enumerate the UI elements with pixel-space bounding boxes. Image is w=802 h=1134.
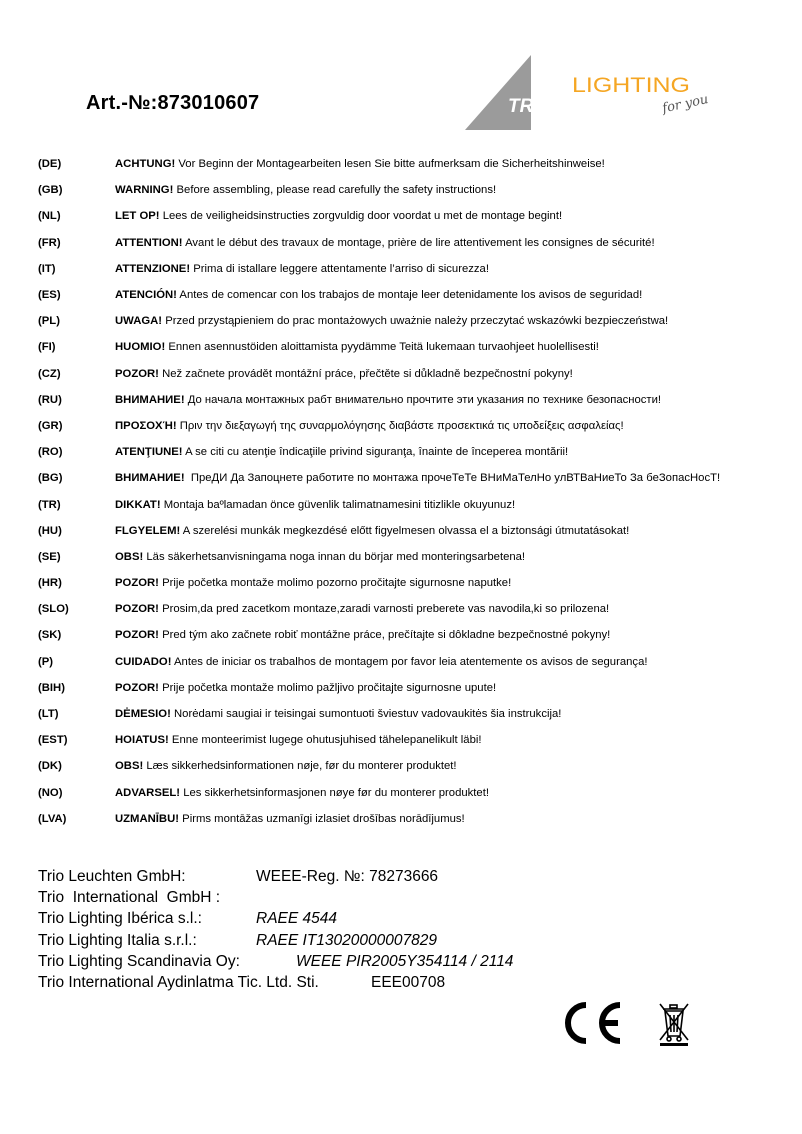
- warning-text: [115, 787, 489, 799]
- warning-row: [38, 308, 778, 334]
- warning-text: [115, 734, 482, 746]
- article-number: Art.-№:873010607: [86, 92, 260, 114]
- warning-text: [115, 315, 668, 327]
- warning-keyword: POZOR!: [115, 367, 159, 380]
- warning-text: [115, 551, 525, 563]
- warning-keyword: WARNING!: [115, 184, 174, 197]
- warning-text: [115, 577, 511, 589]
- warning-row: [38, 753, 778, 779]
- logo-triangle: [465, 55, 531, 130]
- warning-body: Montaja baºlamadan önce güvenlik talimatnamesini titizlikle okuyunuz!: [160, 498, 516, 511]
- warning-row: [38, 544, 778, 570]
- warning-row: [38, 570, 778, 596]
- warning-keyword: POZOR!: [115, 681, 159, 694]
- company-name: Trio International Aydinlatma Tic. Ltd. Sti.: [38, 973, 319, 991]
- warning-body: Prije početka montaže molimo pažljivo pročitajte sigurnosne upute!: [158, 681, 497, 694]
- warning-text: [115, 472, 720, 484]
- warning-text: [115, 341, 599, 353]
- warning-text: [115, 210, 562, 222]
- warning-body: Lees de veiligheidsinstructies zorgvuldig door voordat u met de montage begint!: [159, 210, 563, 223]
- warning-body: Πριν την διεξαγωγή της συναρμολόγησης διαβάστε προσεκτικά τις υποδείξεις ασφαλείας!: [176, 419, 624, 432]
- company-name: Trio Lighting Italia s.r.l.:: [38, 931, 197, 949]
- language-code: (SLO): [38, 603, 69, 616]
- warning-body: Prosim,da pred zacetkom montaze,zaradi varnosti preberete vas navodila,ki so prilozena!: [158, 603, 610, 616]
- language-code: (RU): [38, 393, 62, 406]
- logo-brand-text: TRIO: [508, 96, 554, 117]
- warning-row: [38, 622, 778, 648]
- language-code: (LT): [38, 708, 59, 721]
- certification-marks: [560, 998, 700, 1050]
- warning-body: Before assembling, please read carefully the safety instructions!: [173, 184, 497, 197]
- warning-text: [115, 682, 496, 694]
- registration-number: RAEE IT13020000007829: [256, 931, 437, 949]
- language-code: (FI): [38, 341, 56, 354]
- warning-text: [115, 237, 655, 249]
- language-code: (CZ): [38, 367, 61, 380]
- warning-keyword: ATTENZIONE!: [115, 262, 191, 275]
- warning-text: [115, 656, 648, 668]
- warning-row: [38, 675, 778, 701]
- language-code: (DK): [38, 760, 62, 773]
- warning-body: Než začnete provádět montážní práce, přečtěte si důkladně bezpečnostní pokyny!: [158, 367, 573, 380]
- warning-row: [38, 334, 778, 360]
- warning-keyword: UZMANĪBU!: [115, 812, 180, 825]
- warning-row: [38, 282, 778, 308]
- warning-body: ПреДИ Да Запоцнете работите по монтажа прочеТеТе ВНиМаТелНо улВТВаНиеТо За беЗопасНосТ!: [184, 472, 721, 485]
- warning-keyword: ATENCIÓN!: [115, 289, 177, 302]
- warning-body: Ennen asennustöiden aloittamista pyydämme Teitä lukemaan turvaohjeet huolellisesti!: [165, 341, 599, 354]
- company-name: Trio Leuchten GmbH:: [38, 868, 186, 885]
- warning-keyword: POZOR!: [115, 577, 159, 590]
- warning-keyword: ATENŢIUNE!: [115, 446, 183, 459]
- warning-text: [115, 446, 568, 458]
- warning-keyword: HUOMIO!: [115, 341, 166, 354]
- warning-text: [115, 289, 642, 301]
- warning-row: [38, 151, 778, 177]
- language-code: (DE): [38, 158, 62, 171]
- warning-keyword: ADVARSEL!: [115, 786, 181, 799]
- warning-body: Prima di istallare leggere attentamente l’arriso di sicurezza!: [190, 262, 489, 275]
- warning-row: [38, 465, 778, 491]
- logo-lighting-text: LIGHTING: [572, 74, 690, 97]
- language-code: (BIH): [38, 681, 65, 694]
- warning-text: [115, 525, 629, 537]
- warning-body: Les sikkerhetsinformasjonen nøye før du monterer produktet!: [180, 786, 489, 799]
- language-code: (GR): [38, 419, 63, 432]
- warning-row: [38, 361, 778, 387]
- crossed-out-wheelie-bin-icon: [660, 1004, 688, 1046]
- warning-text: [115, 420, 624, 432]
- warning-keyword: ATTENTION!: [115, 236, 183, 249]
- warning-text: [115, 603, 609, 615]
- language-code: (RO): [38, 446, 63, 459]
- company-name: Trio Lighting Ibérica s.l.:: [38, 910, 202, 928]
- warning-body: До начала монтажных рабт внимательно прочтите эти указания по технике безопасности!: [184, 393, 662, 406]
- language-code: (BG): [38, 472, 63, 485]
- warning-text: [115, 760, 457, 772]
- warning-text: [115, 184, 496, 196]
- warning-keyword: OBS!: [115, 760, 144, 773]
- warning-row: [38, 230, 778, 256]
- warning-row: [38, 413, 778, 439]
- warning-body: Läs säkerhetsanvisningama noga innan du börjar med monteringsarbetena!: [143, 550, 526, 563]
- warning-body: Norėdami saugiai ir teisingai sumontuoti šviestuv vadovaukitės šia instrukcija!: [170, 708, 562, 721]
- warning-row: [38, 256, 778, 282]
- warning-body: Prije početka montaže molimo pozorno pročitajte sigurnosne naputke!: [158, 577, 512, 590]
- warning-row: [38, 701, 778, 727]
- warning-keyword: CUIDADO!: [115, 655, 172, 668]
- language-code: (LVA): [38, 812, 67, 825]
- registration-number: WEEE-Reg. №: 78273666: [256, 868, 439, 885]
- ce-mark-icon: [568, 1005, 620, 1041]
- warning-text: [115, 499, 515, 511]
- warning-row: [38, 649, 778, 675]
- warning-keyword: HOIATUS!: [115, 734, 169, 747]
- registration-number: EEE00708: [371, 973, 446, 991]
- warning-text: [115, 708, 561, 720]
- warning-keyword: POZOR!: [115, 603, 159, 616]
- language-code: (EST): [38, 734, 68, 747]
- trio-lighting-logo: [462, 52, 722, 134]
- language-code: (TR): [38, 498, 61, 511]
- warning-text: [115, 629, 610, 641]
- warning-body: Pred tým ako začnete robiť montážne práce, prečítajte si dôkladne bezpečnostné pokyny!: [158, 629, 611, 642]
- warning-text: [115, 813, 465, 825]
- safety-warnings-list: [38, 151, 778, 832]
- warning-keyword: ACHTUNG!: [115, 158, 176, 171]
- warning-text: [115, 158, 605, 170]
- warning-text: [115, 368, 573, 380]
- warning-keyword: ВНИМАНИЕ!: [115, 393, 185, 406]
- language-code: (SE): [38, 550, 61, 563]
- warning-row: [38, 203, 778, 229]
- warning-body: Vor Beginn der Montagearbeiten lesen Sie bitte aufmerksam die Sicherheitshinweise!: [175, 158, 605, 171]
- warning-keyword: POZOR!: [115, 629, 159, 642]
- language-code: (PL): [38, 315, 60, 328]
- warning-text: [115, 394, 661, 406]
- language-code: (NO): [38, 786, 63, 799]
- warning-row: [38, 806, 778, 832]
- language-code: (IT): [38, 262, 56, 275]
- warning-body: A szerelési munkák megkezdésé előtt figyelmesen olvassa el a biztonsági útmutatásokat!: [180, 524, 630, 537]
- warning-keyword: ВНИМАНИЕ!: [115, 472, 185, 485]
- language-code: (HU): [38, 524, 62, 537]
- language-code: (GB): [38, 184, 63, 197]
- warning-keyword: DĖMESIO!: [115, 708, 171, 721]
- warning-row: [38, 439, 778, 465]
- warning-keyword: DIKKAT!: [115, 498, 161, 511]
- warning-body: Enne monteerimist lugege ohutusjuhised tähelepanelikult läbi!: [168, 734, 482, 747]
- warning-row: [38, 491, 778, 517]
- warning-row: [38, 596, 778, 622]
- warning-keyword: LET OP!: [115, 210, 160, 223]
- warning-body: Antes de iniciar os trabalhos de montagem por favor leia atentemente os avisos de segurança!: [171, 655, 648, 668]
- warning-row: [38, 518, 778, 544]
- language-code: (HR): [38, 577, 62, 590]
- language-code: (NL): [38, 210, 61, 223]
- warning-row: [38, 780, 778, 806]
- warning-body: Læs sikkerhedsinformationen nøje, før du monterer produktet!: [143, 760, 457, 773]
- warning-text: [115, 263, 489, 275]
- warning-keyword: OBS!: [115, 550, 144, 563]
- language-code: (SK): [38, 629, 62, 642]
- warning-row: [38, 177, 778, 203]
- warning-keyword: ΠΡΟΣΟΧΉ!: [115, 419, 177, 432]
- warning-keyword: UWAGA!: [115, 315, 163, 328]
- warning-body: Antes de comencar con los trabajos de montaje leer detenidamente los avisos de seguridad!: [176, 289, 643, 302]
- registration-number: WEEE PIR2005Y354114 / 2114: [296, 952, 514, 970]
- language-code: (ES): [38, 289, 61, 302]
- warning-body: Avant le début des travaux de montage, prière de lire attentivement les consignes de sécurité!: [182, 236, 655, 249]
- warning-body: Przed przystąpieniem do prac montażowych uważnie należy przeczytać wskazówki bezpieczeństwa!: [162, 315, 669, 328]
- registration-number: RAEE 4544: [256, 910, 337, 928]
- language-code: (P): [38, 655, 54, 668]
- warning-body: Pirms montāžas uzmanīgi izlasiet drošības norādījumus!: [179, 812, 465, 825]
- logo-tagline-text: for you: [661, 92, 710, 117]
- warning-keyword: FLGYELEM!: [115, 524, 181, 537]
- language-code: (FR): [38, 236, 61, 249]
- company-name: Trio International GmbH :: [38, 889, 221, 907]
- company-name: Trio Lighting Scandinavia Oy:: [38, 952, 240, 970]
- warning-body: A se citi cu atenţie îndicaţiile privind siguranţa, înainte de începerea montării!: [182, 446, 569, 459]
- warning-row: [38, 387, 778, 413]
- warning-row: [38, 727, 778, 753]
